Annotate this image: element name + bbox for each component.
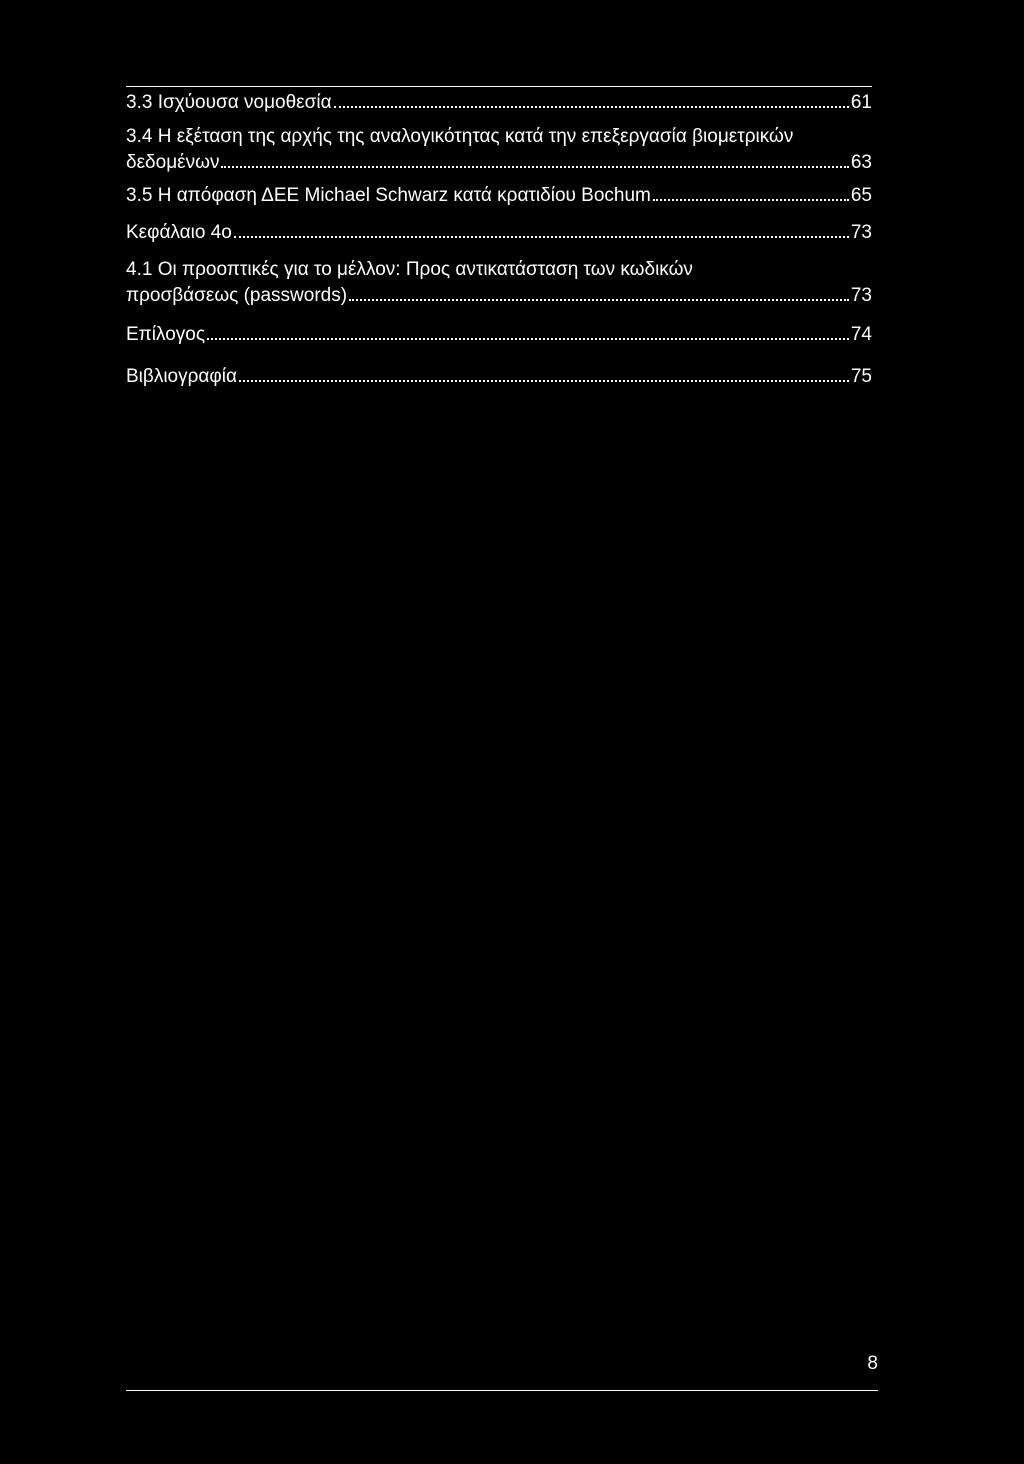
page-number: 8 [867,1353,878,1374]
toc-line [126,257,872,283]
dot-leader [234,236,849,238]
table-of-contents [126,90,872,390]
toc-entry-page: 74 [850,324,872,345]
toc-entry-title: Επίλογος [126,324,206,345]
dot-leader [239,380,849,382]
toc-entry-epilogue[interactable] [126,322,872,348]
toc-entry-3-5[interactable] [126,183,872,209]
toc-entry-title: 3.3 Ισχύουσα νομοθεσία [126,92,332,113]
toc-entry-page: 73 [850,285,872,306]
toc-entry-4-1[interactable] [126,257,872,309]
dot-leader [221,166,848,168]
toc-line [126,124,872,150]
dot-leader [349,299,849,301]
toc-entry-title: 3.4 Η εξέταση της αρχής της αναλογικότητας κατά την επεξεργασία βιομετρικών [126,126,794,147]
toc-line [126,150,872,176]
toc-entry-chapter-4[interactable] [126,220,872,246]
toc-entry-bibliography[interactable] [126,364,872,390]
toc-entry-page: 63 [850,152,872,173]
toc-entry-3-3[interactable] [126,90,872,116]
toc-entry-title-continued: δεδομένων [126,152,220,173]
toc-entry-3-4[interactable] [126,124,872,176]
toc-entry-page: 61 [850,92,872,113]
toc-entry-title-continued: προσβάσεως (passwords) [126,285,348,306]
toc-entry-title: 3.5 Η απόφαση ΔΕΕ Michael Schwarz κατά κρατιδίου Bochum [126,185,651,206]
toc-entry-page: 65 [850,185,872,206]
bottom-rule [126,1390,878,1391]
top-rule [126,86,872,87]
toc-entry-page: 73 [850,222,872,243]
toc-line [126,90,872,116]
toc-line [126,322,872,348]
toc-entry-page: 75 [850,366,872,387]
toc-line [126,183,872,209]
toc-entry-title: 4.1 Οι προοπτικές για το μέλλον: Προς αντικατάσταση των κωδικών [126,259,693,280]
toc-line [126,220,872,246]
toc-line [126,364,872,390]
dot-leader [653,199,849,201]
toc-entry-title: Κεφάλαιο 4ο [126,222,232,243]
dot-leader [207,338,849,340]
dot-leader [334,106,849,108]
toc-entry-title: Βιβλιογραφία [126,366,237,387]
toc-line [126,283,872,309]
